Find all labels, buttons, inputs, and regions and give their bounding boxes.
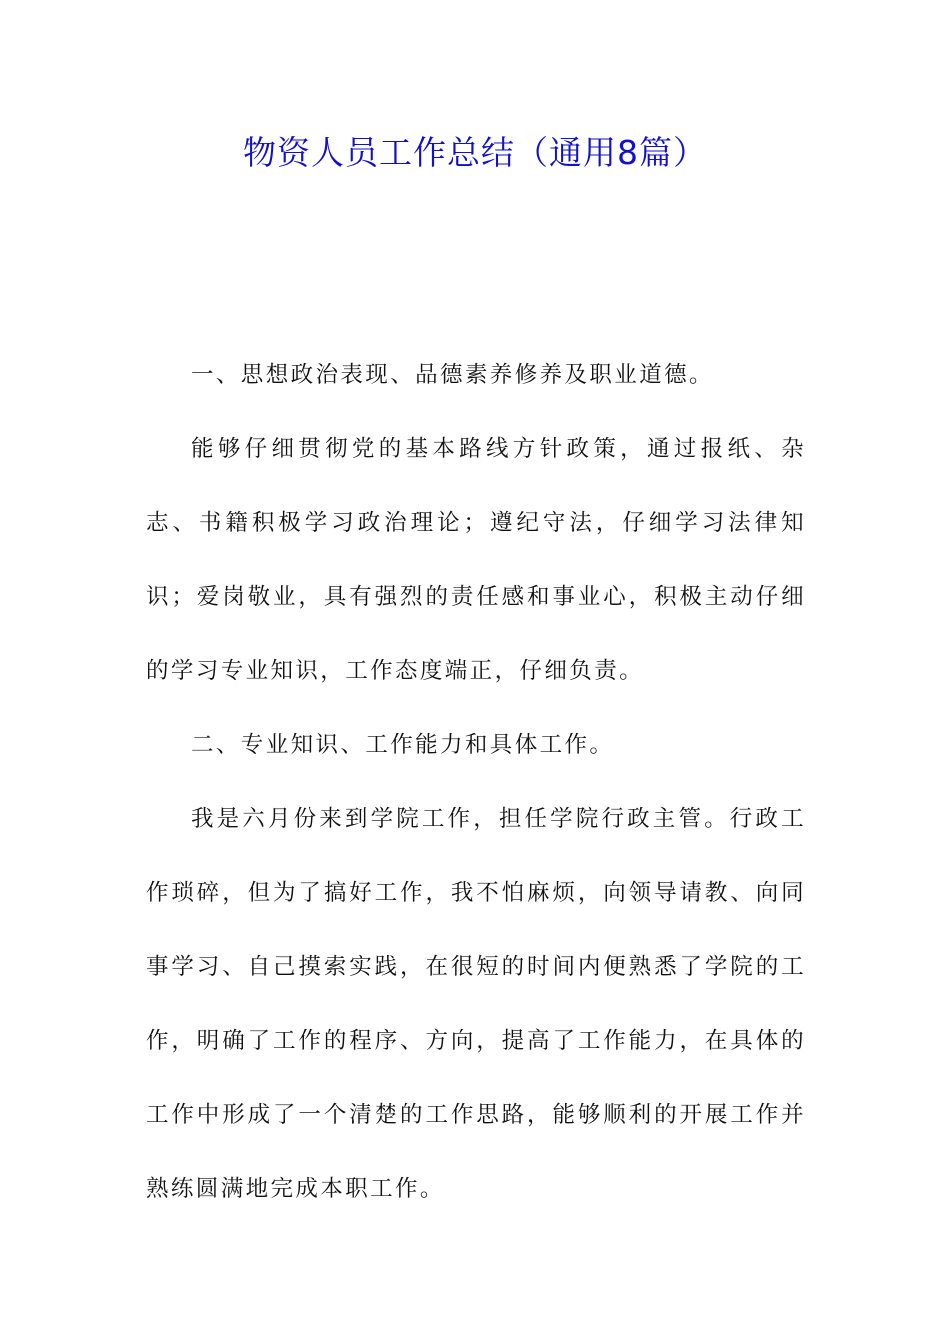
section-heading-2: 二、专业知识、工作能力和具体工作。 (191, 732, 615, 758)
paragraph-1: 能够仔细贯彻党的基本路线方针政策，通过报纸、杂志、书籍积极学习政治理论；遵纪守法，仔细学习法律知识；爱岗敬业，具有强烈的责任感和事业心，积极主动仔细的学习专业知识，工作态度端正，仔细负责。 (146, 436, 806, 684)
paragraph-2: 我是六月份来到学院工作，担任学院行政主管。行政工作琐碎，但为了搞好工作，我不怕麻烦，向领导请教、向同事学习、自己摸索实践，在很短的时间内便熟悉了学院的工作，明确了工作的程序、方向，提高了工作能力，在具体的工作中形成了一个清楚的工作思路，能够顺利的开展工作并熟练圆满地完成本职工作。 (146, 806, 806, 1202)
document-title: 物资人员工作总结（通用8篇） (243, 133, 707, 172)
section-heading-1: 一、思想政治表现、品德素养修养及职业道德。 (191, 362, 714, 388)
document-body (146, 338, 806, 1226)
